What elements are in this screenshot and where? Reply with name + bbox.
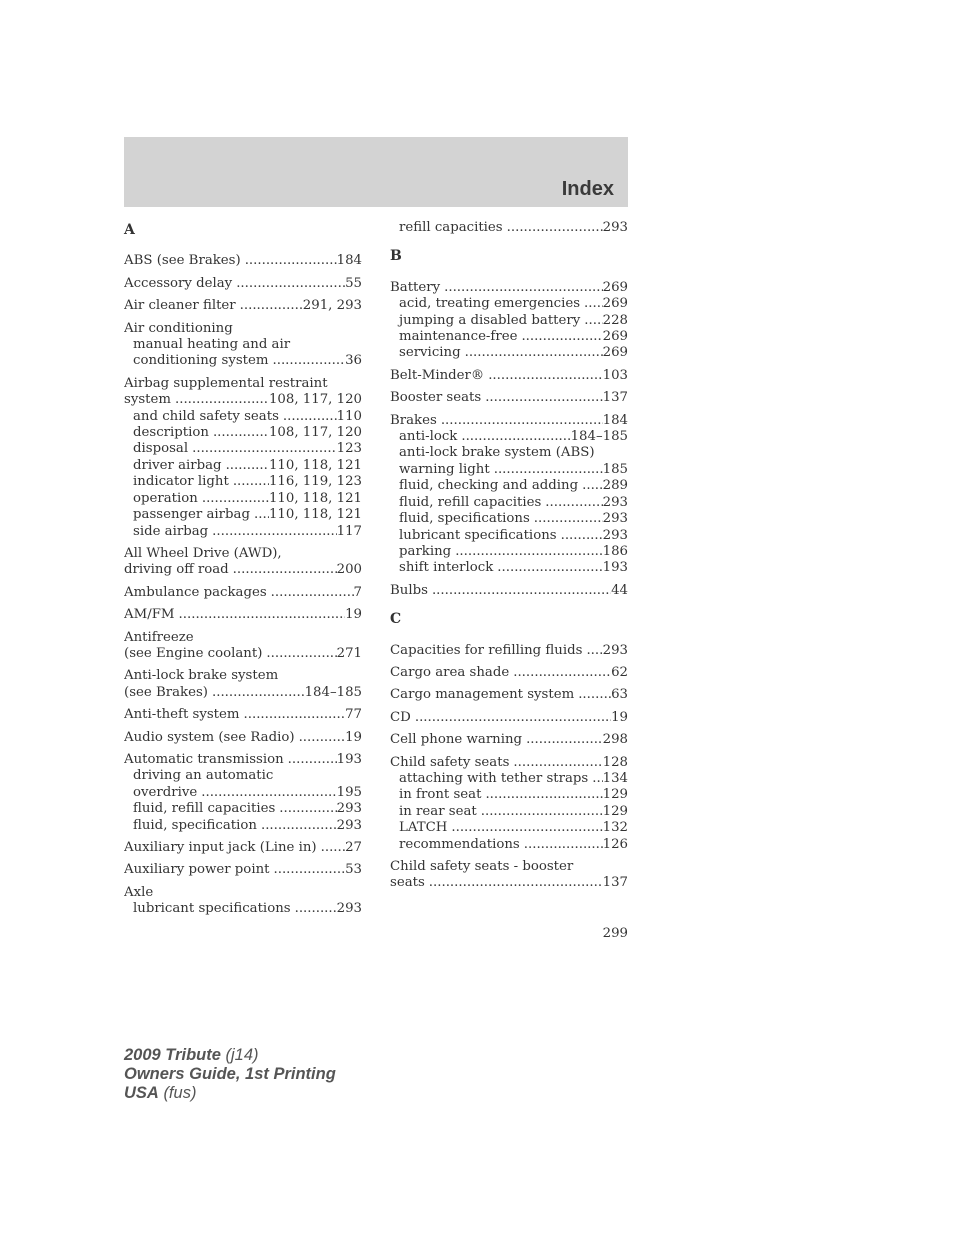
index-entry bbox=[390, 643, 628, 659]
index-entry-line bbox=[124, 862, 362, 878]
index-entry-line bbox=[124, 885, 362, 901]
entry-term: ABS (see Brakes) bbox=[124, 253, 241, 269]
entry-term: LATCH bbox=[399, 820, 448, 836]
entry-term: Cargo area shade bbox=[390, 664, 510, 680]
entry-page-ref: 293 bbox=[336, 801, 362, 817]
entry-term: Anti-lock brake system bbox=[124, 668, 279, 684]
entry-term: manual heating and air bbox=[133, 337, 291, 353]
index-subentry-line bbox=[124, 491, 362, 507]
index-subentry-line bbox=[124, 441, 362, 457]
entry-term: fluid, refill capacities bbox=[133, 801, 276, 817]
entry-page-ref: 291, 293 bbox=[302, 298, 362, 314]
entry-page-ref: 53 bbox=[345, 862, 362, 878]
dot-leader bbox=[283, 409, 337, 425]
entry-term: jumping a disabled battery bbox=[399, 312, 581, 328]
entry-term: shift interlock bbox=[399, 560, 494, 576]
dot-leader bbox=[497, 560, 602, 576]
entry-page-ref: 293 bbox=[602, 494, 628, 510]
index-subentry-line bbox=[390, 462, 628, 478]
index-subentry-line bbox=[124, 337, 362, 353]
entry-page-ref: 55 bbox=[345, 275, 362, 291]
dot-leader bbox=[444, 280, 602, 296]
entry-page-ref: 123 bbox=[336, 441, 362, 457]
entry-term: indicator light bbox=[133, 474, 229, 490]
index-entry bbox=[124, 885, 362, 918]
entry-term: Auxiliary input jack (Line in) bbox=[124, 840, 317, 855]
page-number: 299 bbox=[602, 926, 628, 941]
index-entry-line bbox=[124, 707, 362, 723]
entry-term: driving an automatic bbox=[133, 768, 274, 784]
dot-leader bbox=[584, 296, 603, 312]
index-subentry-line bbox=[390, 478, 628, 494]
entry-term: fluid, refill capacities bbox=[399, 494, 542, 510]
entry-term: parking bbox=[399, 543, 452, 559]
entry-term: description bbox=[133, 425, 209, 441]
dot-leader bbox=[513, 665, 611, 681]
entry-page-ref: 186 bbox=[602, 543, 628, 559]
entry-page-ref: 293 bbox=[602, 527, 628, 543]
entry-term: Audio system (see Radio) bbox=[124, 729, 295, 745]
index-entry bbox=[124, 840, 362, 856]
index-letter-heading: B bbox=[390, 248, 402, 265]
entry-term: Child safety seats - booster bbox=[390, 859, 574, 874]
index-subentry-line bbox=[390, 837, 628, 853]
index-entry bbox=[390, 732, 628, 748]
dot-leader bbox=[272, 353, 345, 369]
index-entry bbox=[124, 730, 362, 746]
entry-page-ref: 228 bbox=[602, 312, 628, 328]
index-subentry-line bbox=[390, 560, 628, 576]
index-entry bbox=[390, 687, 628, 703]
index-subentry-line bbox=[124, 901, 362, 917]
dot-leader bbox=[561, 528, 603, 544]
dot-leader bbox=[513, 755, 602, 771]
entry-page-ref: 110, 118, 121 bbox=[268, 490, 362, 506]
dot-leader bbox=[261, 818, 337, 834]
index-entry bbox=[124, 862, 362, 878]
entry-term: passenger airbag bbox=[133, 507, 250, 523]
dot-leader bbox=[175, 392, 269, 408]
entry-term: (see Brakes) bbox=[124, 684, 208, 700]
entry-term: overdrive bbox=[133, 784, 198, 800]
index-subentry-line bbox=[390, 329, 628, 345]
entry-page-ref: 132 bbox=[602, 820, 628, 836]
entry-term: Bulbs bbox=[390, 582, 428, 598]
dot-leader bbox=[201, 785, 336, 801]
index-entry-line bbox=[124, 392, 362, 408]
index-entry bbox=[124, 298, 362, 314]
dot-leader bbox=[545, 495, 602, 511]
index-subentry-line bbox=[390, 804, 628, 820]
footer-line-edition: Owners Guide, 1st Printing bbox=[124, 1065, 336, 1083]
entry-page-ref: 129 bbox=[602, 803, 628, 819]
index-entry bbox=[124, 253, 362, 269]
dot-leader bbox=[582, 478, 603, 494]
dot-leader bbox=[415, 710, 611, 726]
dot-leader bbox=[584, 313, 602, 329]
index-subentry-line bbox=[124, 458, 362, 474]
entry-term: servicing bbox=[399, 345, 461, 361]
entry-page-ref: 117 bbox=[336, 523, 362, 539]
entry-term: Accessory delay bbox=[124, 275, 233, 291]
entry-term: Brakes bbox=[390, 412, 437, 428]
index-entry-line bbox=[390, 583, 628, 599]
entry-page-ref: 77 bbox=[345, 707, 362, 723]
index-entry-line bbox=[124, 585, 362, 601]
entry-page-ref: 269 bbox=[602, 329, 628, 345]
index-entry bbox=[124, 752, 362, 834]
entry-term: fluid, specifications bbox=[399, 511, 530, 527]
index-entry-line bbox=[390, 755, 628, 771]
index-entry-line bbox=[390, 390, 628, 406]
entry-term: All Wheel Drive (AWD), bbox=[124, 545, 282, 561]
entry-term: maintenance-free bbox=[399, 329, 518, 345]
index-entry bbox=[124, 668, 362, 701]
index-subentry-line bbox=[390, 345, 628, 361]
entry-term: Automatic transmission bbox=[124, 751, 284, 767]
index-entry-line bbox=[390, 665, 628, 681]
entry-term: Ambulance packages bbox=[124, 584, 267, 600]
index-entry-line bbox=[390, 710, 628, 726]
index-subentry-line bbox=[390, 296, 628, 312]
entry-term: Auxiliary power point bbox=[124, 862, 270, 878]
dot-leader bbox=[212, 685, 305, 701]
dot-leader bbox=[455, 544, 602, 560]
index-subentry-line bbox=[390, 429, 628, 445]
dot-leader bbox=[521, 329, 602, 345]
entry-term: Air cleaner filter bbox=[124, 298, 236, 314]
index-subentry-line bbox=[124, 507, 362, 523]
index-entry-line bbox=[390, 732, 628, 748]
entry-page-ref: 137 bbox=[602, 875, 628, 891]
dot-leader bbox=[192, 441, 337, 457]
index-entry-line bbox=[124, 646, 362, 662]
entry-term: Airbag supplemental restraint bbox=[124, 375, 328, 391]
index-entry bbox=[124, 321, 362, 370]
index-entry-line bbox=[124, 562, 362, 578]
entry-term: Child safety seats bbox=[390, 754, 510, 770]
index-subentry-line bbox=[390, 445, 628, 461]
entry-page-ref: 62 bbox=[611, 664, 628, 680]
dot-leader bbox=[441, 413, 603, 429]
entry-page-ref: 193 bbox=[602, 560, 628, 576]
entry-page-ref: 128 bbox=[602, 754, 628, 770]
entry-term: acid, treating emergencies bbox=[399, 296, 581, 312]
index-entry-line bbox=[124, 685, 362, 701]
entry-term: Antifreeze bbox=[124, 629, 194, 645]
entry-term: driving off road bbox=[124, 562, 229, 578]
entry-term: conditioning system bbox=[133, 353, 269, 369]
entry-term: (see Engine coolant) bbox=[124, 645, 263, 661]
dot-leader bbox=[299, 730, 346, 746]
index-column-left bbox=[124, 220, 362, 924]
index-subentry-line bbox=[390, 787, 628, 803]
entry-page-ref: 110, 118, 121 bbox=[268, 457, 362, 473]
entry-page-ref: 137 bbox=[602, 390, 628, 406]
index-subentry-line bbox=[124, 353, 362, 369]
entry-term: in front seat bbox=[399, 787, 482, 803]
entry-page-ref: 116, 119, 123 bbox=[268, 474, 362, 490]
entry-term: system bbox=[124, 392, 171, 408]
entry-term: anti-lock bbox=[399, 429, 458, 445]
index-entry-line bbox=[390, 368, 628, 384]
dot-leader bbox=[233, 474, 269, 490]
entry-term: Booster seats bbox=[390, 390, 482, 406]
footer-line-market: USA (fus) bbox=[124, 1084, 197, 1102]
entry-page-ref: 293 bbox=[336, 901, 362, 917]
dot-leader bbox=[524, 837, 603, 853]
entry-term: fluid, specification bbox=[133, 817, 257, 833]
index-entry-line bbox=[124, 376, 362, 392]
dot-leader bbox=[494, 462, 603, 478]
dot-leader bbox=[578, 687, 611, 703]
entry-term: seats bbox=[390, 875, 425, 891]
index-subentry-line bbox=[124, 524, 362, 540]
index-subentry-line bbox=[124, 768, 362, 784]
dot-leader bbox=[240, 298, 303, 314]
entry-page-ref: 269 bbox=[602, 279, 628, 295]
entry-page-ref: 293 bbox=[602, 220, 628, 235]
index-entry-line bbox=[124, 298, 362, 314]
index-letter-heading: A bbox=[124, 222, 135, 238]
entry-term: driver airbag bbox=[133, 457, 222, 473]
index-entry-line bbox=[124, 630, 362, 646]
entry-page-ref: 44 bbox=[611, 582, 628, 598]
index-subentry-line bbox=[124, 425, 362, 441]
entry-term: side airbag bbox=[133, 523, 209, 539]
index-entry bbox=[390, 755, 628, 853]
index-subentry-line bbox=[124, 474, 362, 490]
index-entry bbox=[124, 276, 362, 292]
index-entry-line bbox=[390, 413, 628, 429]
index-column-right bbox=[390, 220, 628, 898]
entry-page-ref: 19 bbox=[345, 607, 362, 623]
index-entry bbox=[390, 710, 628, 726]
entry-term: Cargo management system bbox=[390, 687, 575, 703]
entry-term: in rear seat bbox=[399, 803, 477, 819]
index-subentry-line bbox=[124, 409, 362, 425]
dot-leader bbox=[271, 585, 354, 601]
dot-leader bbox=[461, 429, 570, 445]
entry-page-ref: 7 bbox=[353, 584, 362, 600]
entry-page-ref: 193 bbox=[336, 751, 362, 767]
entry-term: Anti-theft system bbox=[124, 707, 240, 723]
entry-page-ref: 110 bbox=[336, 408, 362, 424]
index-entry bbox=[390, 859, 628, 892]
index-subentry-line bbox=[390, 313, 628, 329]
entry-page-ref: 27 bbox=[345, 840, 362, 855]
section-header-band bbox=[124, 137, 628, 207]
index-entry-line bbox=[124, 840, 362, 856]
dot-leader bbox=[288, 752, 337, 768]
entry-page-ref: 185 bbox=[602, 461, 628, 477]
dot-leader bbox=[485, 787, 602, 803]
entry-term: warning light bbox=[399, 461, 490, 477]
entry-term: and child safety seats bbox=[133, 408, 279, 424]
index-subentry-line bbox=[390, 495, 628, 511]
dot-leader bbox=[273, 862, 345, 878]
index-subentry-line bbox=[124, 818, 362, 834]
dot-leader bbox=[429, 875, 603, 891]
dot-leader bbox=[254, 507, 269, 523]
entry-term: operation bbox=[133, 490, 198, 506]
entry-term: Cell phone warning bbox=[390, 732, 523, 748]
dot-leader bbox=[236, 276, 345, 292]
index-entry bbox=[390, 390, 628, 406]
entry-term: attaching with tether straps bbox=[399, 770, 589, 786]
index-entry-line bbox=[124, 730, 362, 746]
entry-term: lubricant specifications bbox=[399, 527, 557, 543]
index-subentry-line bbox=[124, 785, 362, 801]
index-entry-line bbox=[390, 280, 628, 296]
index-entry bbox=[124, 376, 362, 540]
index-entry bbox=[390, 220, 628, 236]
dot-leader bbox=[233, 562, 337, 578]
entry-page-ref: 289 bbox=[602, 478, 628, 494]
entry-term: recommendations bbox=[399, 836, 520, 852]
index-entry-line bbox=[124, 668, 362, 684]
entry-page-ref: 293 bbox=[336, 817, 362, 833]
index-entry-line bbox=[124, 752, 362, 768]
dot-leader bbox=[295, 901, 337, 917]
index-entry bbox=[390, 665, 628, 681]
dot-leader bbox=[279, 801, 336, 817]
dot-leader bbox=[526, 732, 603, 748]
dot-leader bbox=[432, 583, 611, 599]
index-entry bbox=[390, 280, 628, 362]
entry-page-ref: 108, 117, 120 bbox=[268, 392, 362, 408]
dot-leader bbox=[245, 253, 337, 269]
dot-leader bbox=[321, 840, 345, 856]
index-entry bbox=[390, 368, 628, 384]
index-entry bbox=[124, 607, 362, 623]
entry-page-ref: 269 bbox=[602, 296, 628, 312]
index-entry-line bbox=[124, 607, 362, 623]
entry-page-ref: 103 bbox=[602, 367, 628, 383]
dot-leader bbox=[213, 425, 269, 441]
index-subentry-line bbox=[390, 511, 628, 527]
entry-page-ref: 271 bbox=[336, 645, 362, 661]
index-entry bbox=[124, 630, 362, 663]
entry-page-ref: 110, 118, 121 bbox=[268, 507, 362, 523]
entry-page-ref: 19 bbox=[611, 709, 628, 725]
dot-leader bbox=[507, 220, 603, 236]
entry-page-ref: 200 bbox=[336, 562, 362, 578]
index-entry bbox=[390, 583, 628, 599]
entry-term: Belt-Minder® bbox=[390, 367, 485, 383]
entry-page-ref: 293 bbox=[602, 642, 628, 658]
dot-leader bbox=[488, 368, 602, 384]
entry-term: fluid, checking and adding bbox=[399, 478, 579, 494]
dot-leader bbox=[244, 707, 346, 723]
index-entry-line bbox=[124, 546, 362, 562]
entry-term: lubricant specifications bbox=[133, 901, 291, 917]
entry-page-ref: 126 bbox=[602, 836, 628, 852]
dot-leader bbox=[465, 345, 603, 361]
index-entry bbox=[124, 546, 362, 579]
index-subentry-line bbox=[390, 544, 628, 560]
entry-page-ref: 184 bbox=[336, 253, 362, 269]
dot-leader bbox=[485, 390, 602, 406]
entry-page-ref: 195 bbox=[336, 784, 362, 800]
index-entry-line bbox=[390, 875, 628, 891]
entry-page-ref: 36 bbox=[345, 353, 362, 369]
index-subentry-line bbox=[390, 528, 628, 544]
entry-term: AM/FM bbox=[124, 607, 175, 623]
dot-leader bbox=[592, 771, 602, 787]
index-subentry-line bbox=[390, 220, 628, 236]
dot-leader bbox=[266, 646, 336, 662]
index-subentry-line bbox=[390, 820, 628, 836]
entry-page-ref: 134 bbox=[602, 770, 628, 786]
entry-page-ref: 293 bbox=[602, 511, 628, 527]
entry-page-ref: 298 bbox=[602, 732, 628, 748]
entry-page-ref: 184 bbox=[602, 412, 628, 428]
dot-leader bbox=[202, 491, 269, 507]
document-footer bbox=[124, 1046, 336, 1103]
entry-term: Axle bbox=[124, 884, 154, 900]
entry-term: Capacities for refilling fluids bbox=[390, 642, 583, 658]
entry-page-ref: 184–185 bbox=[304, 684, 362, 700]
entry-term: Air conditioning bbox=[124, 320, 233, 336]
index-entry-line bbox=[390, 859, 628, 875]
section-title: Index bbox=[561, 178, 614, 200]
entry-term: disposal bbox=[133, 441, 189, 457]
dot-leader bbox=[226, 458, 269, 474]
entry-page-ref: 184–185 bbox=[570, 429, 628, 445]
index-entry bbox=[124, 585, 362, 601]
index-entry-line bbox=[124, 253, 362, 269]
entry-term: anti-lock brake system (ABS) bbox=[399, 445, 595, 461]
dot-leader bbox=[481, 804, 603, 820]
index-entry bbox=[390, 413, 628, 577]
entry-page-ref: 19 bbox=[345, 729, 362, 745]
entry-page-ref: 129 bbox=[602, 787, 628, 803]
index-entry-line bbox=[124, 321, 362, 337]
index-entry-line bbox=[124, 276, 362, 292]
entry-term: refill capacities bbox=[399, 220, 503, 235]
index-subentry-line bbox=[390, 771, 628, 787]
entry-term: CD bbox=[390, 709, 411, 725]
entry-page-ref: 63 bbox=[611, 687, 628, 703]
dot-leader bbox=[179, 607, 346, 623]
dot-leader bbox=[586, 643, 602, 659]
index-entry-line bbox=[390, 643, 628, 659]
dot-leader bbox=[451, 820, 602, 836]
index-subentry-line bbox=[124, 801, 362, 817]
index-letter-heading: C bbox=[390, 611, 402, 628]
footer-line-model: 2009 Tribute (j14) bbox=[124, 1046, 259, 1064]
index-entry-line bbox=[390, 687, 628, 703]
entry-page-ref: 269 bbox=[602, 345, 628, 361]
dot-leader bbox=[212, 524, 336, 540]
index-entry bbox=[124, 707, 362, 723]
entry-page-ref: 108, 117, 120 bbox=[268, 425, 362, 441]
dot-leader bbox=[534, 511, 603, 527]
entry-term: Battery bbox=[390, 279, 441, 295]
